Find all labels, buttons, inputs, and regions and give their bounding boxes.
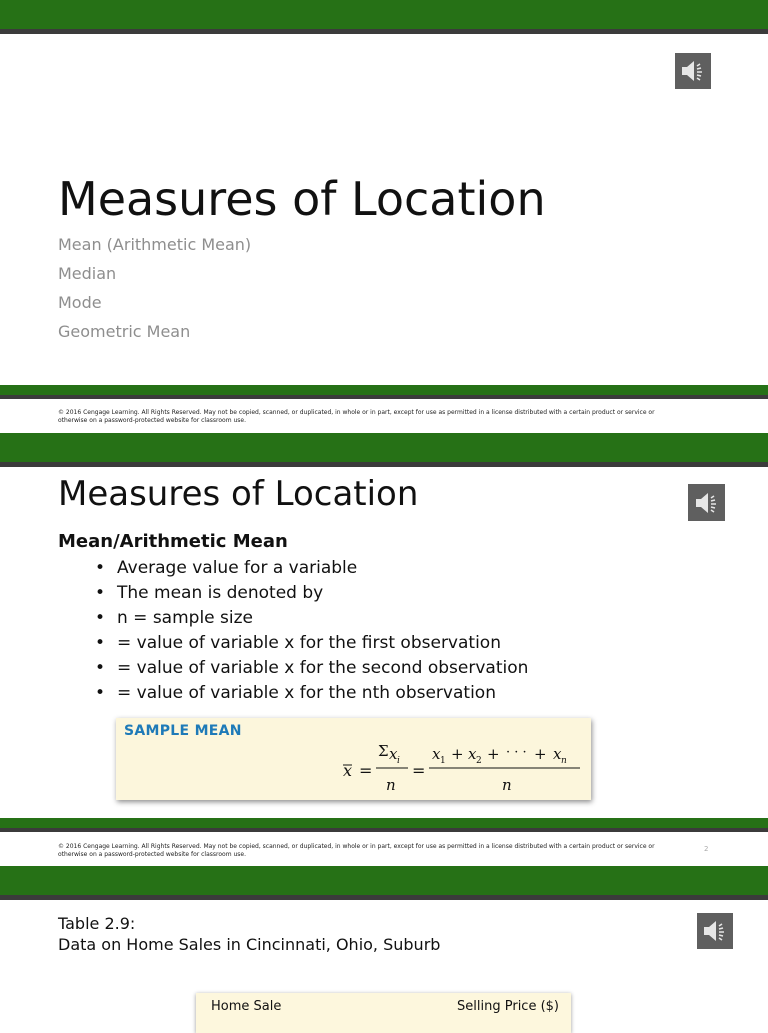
sample-mean-formula-box bbox=[116, 718, 591, 800]
sample-mean-formula bbox=[116, 718, 591, 800]
slide2-footer-rule bbox=[0, 828, 768, 832]
slide3-title bbox=[58, 913, 440, 955]
bullet-nth-observation: • = value of variable x for the nth observation bbox=[95, 681, 528, 706]
slide1-top-rule bbox=[0, 29, 768, 34]
slide2-page-number: 2 bbox=[704, 845, 709, 853]
slide2-top-band bbox=[0, 433, 768, 462]
svg-text:x: x bbox=[389, 745, 398, 763]
bullet-denoted: • The mean is denoted by bbox=[95, 581, 528, 606]
slide2-footer-band bbox=[0, 818, 768, 828]
bullet-first-observation: • = value of variable x for the first observation bbox=[95, 631, 528, 656]
svg-text:=: = bbox=[412, 761, 426, 780]
slide2-title: Measures of Location bbox=[58, 474, 419, 514]
svg-text:1: 1 bbox=[440, 756, 446, 766]
speaker-icon[interactable] bbox=[688, 484, 725, 521]
bullet-second-observation: • = value of variable x for the second observation bbox=[95, 656, 528, 681]
svg-text:i: i bbox=[397, 756, 400, 766]
svg-text:+: + bbox=[534, 745, 547, 763]
topic-mode: Mode bbox=[58, 293, 102, 312]
svg-text:x: x bbox=[468, 745, 477, 763]
slide1-footer-rule bbox=[0, 395, 768, 399]
slide3-title-line2: Data on Home Sales in Cincinnati, Ohio, Suburb bbox=[58, 935, 441, 954]
bullet-average: • Average value for a variable bbox=[95, 556, 528, 581]
table-header-selling-price: Selling Price ($) bbox=[457, 999, 559, 1014]
speaker-icon[interactable] bbox=[697, 913, 733, 949]
topic-mean: Mean (Arithmetic Mean) bbox=[58, 235, 252, 254]
svg-text:x: x bbox=[432, 745, 441, 763]
slide3-title-line1: Table 2.9: bbox=[58, 914, 136, 933]
svg-text:· · ·: · · · bbox=[506, 745, 527, 760]
table-header-home-sale: Home Sale bbox=[211, 999, 282, 1014]
svg-text:n: n bbox=[386, 776, 396, 794]
slide1-top-band bbox=[0, 0, 768, 29]
svg-text:+: + bbox=[487, 745, 500, 763]
svg-text:Σ: Σ bbox=[378, 742, 389, 760]
slide1-copyright: © 2016 Cengage Learning. All Rights Reserved. May not be copied, scanned, or duplicated, in whole or in part, except for use as permitted in a license distributed with a certain product or service or otherwise on a password-protected website for classroom use. bbox=[58, 409, 655, 424]
bullet-sample-size: • n = sample size bbox=[95, 606, 528, 631]
svg-text:=: = bbox=[359, 761, 373, 780]
svg-text:2: 2 bbox=[476, 756, 482, 766]
svg-text:x: x bbox=[553, 745, 562, 763]
svg-text:n: n bbox=[561, 756, 567, 766]
slide3-top-rule bbox=[0, 895, 768, 900]
sample-mean-label: SAMPLE MEAN bbox=[124, 723, 242, 739]
slide3-top-band bbox=[0, 866, 768, 895]
topic-median: Median bbox=[58, 264, 117, 283]
home-sales-table bbox=[196, 993, 571, 1033]
svg-text:+: + bbox=[451, 745, 464, 763]
svg-text:x: x bbox=[343, 761, 353, 780]
slide2-copyright: © 2016 Cengage Learning. All Rights Reserved. May not be copied, scanned, or duplicated, in whole or in part, except for use as permitted in a license distributed with a certain product or service or otherwise on a password-protected website for classroom use. bbox=[58, 843, 655, 858]
slide2-bullet-list bbox=[95, 556, 528, 706]
slide1-topic-list bbox=[58, 233, 251, 349]
speaker-icon[interactable] bbox=[675, 53, 711, 89]
slide1-title: Measures of Location bbox=[58, 172, 546, 226]
slide1-footer-band bbox=[0, 385, 768, 395]
slide2-heading: Mean/Arithmetic Mean bbox=[58, 531, 288, 552]
slide2-top-rule bbox=[0, 462, 768, 467]
svg-text:n: n bbox=[502, 776, 512, 794]
topic-geometric-mean: Geometric Mean bbox=[58, 322, 191, 341]
